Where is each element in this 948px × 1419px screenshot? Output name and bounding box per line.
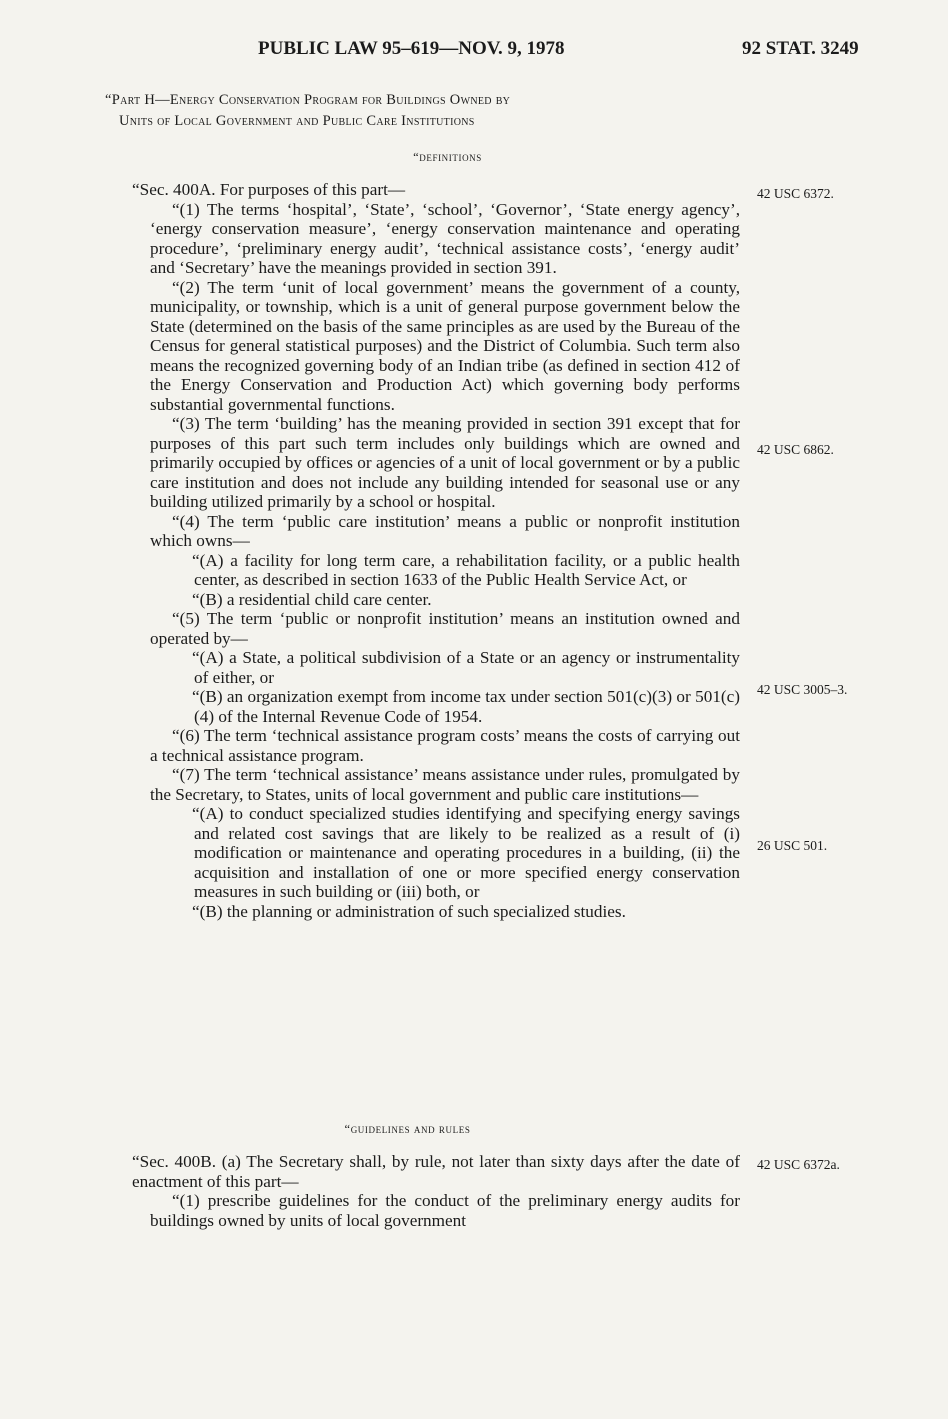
paragraph-4a: “(A) a facility for long term care, a rehabilitation facility, or a public health center, as described in section 1633 of the Public Health Service Act, or	[192, 550, 740, 589]
heading-guidelines: “guidelines and rules	[344, 1122, 471, 1136]
section-400a-intro: “Sec. 400A. For purposes of this part—	[132, 180, 406, 199]
paragraph-8: “(1) prescribe guidelines for the conduct of the preliminary energy audits for buildings owned by units of local government	[150, 1191, 740, 1230]
paragraph-3: “(3) The term ‘building’ has the meaning provided in section 391 except that for purposes of this part such term includes only buildings which are owned and primarily occupied by offices or agencies of a unit of local government or by a public care institution and does not include any building intended for seasonal use or any building utilized primarily by a school or hospital.	[150, 414, 740, 511]
paragraph-4b: “(B) a residential child care center.	[192, 589, 432, 609]
margin-note-2: 42 USC 6862.	[757, 442, 834, 457]
body-text-guidelines	[132, 1152, 740, 1230]
statute-page-number: 92 STAT. 3249	[742, 38, 859, 59]
margin-note-3: 42 USC 3005–3.	[757, 682, 848, 697]
paragraph-5a: “(A) a State, a political subdivision of a State or an agency or instrumentality of either, or	[192, 648, 740, 687]
paragraph-2: “(2) The term ‘unit of local government’ means the government of a county, municipality, or township, which is a unit of general purpose government below the State (determined on the basis of the same principles as are used by the Bureau of the Census for general statistical purposes) and the District of Columbia. Such term also means the recognized governing body of an Indian tribe (as defined in section 412 of the Energy Conservation and Production Act) which governing body performs substantial governmental functions.	[150, 277, 740, 414]
paragraph-4: “(4) The term ‘public care institution’ means a public or nonprofit institution which owns—	[150, 511, 740, 550]
margin-note-4: 26 USC 501.	[757, 838, 828, 853]
running-head: PUBLIC LAW 95–619—NOV. 9, 1978	[258, 38, 565, 59]
paragraph-7: “(7) The term ‘technical assistance’ means assistance under rules, promulgated by the Secretary, to States, units of local government and public care institutions—	[150, 765, 740, 804]
body-text-definitions	[132, 180, 740, 921]
paragraph-7a: “(A) to conduct specialized studies identifying and specifying energy savings and related cost savings that are likely to be realized as a result of (i) modification or maintenance and operating procedures in a building, (ii) the acquisition and installation of one or more specified energy conservation measures in such building or (iii) both, or	[192, 804, 740, 901]
paragraph-5: “(5) The term ‘public or nonprofit institution’ means an institution owned and operated by—	[150, 609, 740, 648]
part-title-line-2: Units of Local Government and Public Care Institutions	[119, 113, 475, 129]
paragraph-7b: “(B) the planning or administration of such specialized studies.	[192, 901, 626, 921]
margin-note-5: 42 USC 6372a.	[757, 1157, 840, 1172]
heading-definitions: “definitions	[413, 150, 482, 164]
margin-note-1: 42 USC 6372.	[757, 186, 834, 201]
paragraph-5b: “(B) an organization exempt from income tax under section 501(c)(3) or 501(c)(4) of the Internal Revenue Code of 1954.	[192, 687, 740, 726]
section-400b-intro: “Sec. 400B. (a) The Secretary shall, by rule, not later than sixty days after the date of enactment of this part—	[132, 1152, 740, 1191]
paragraph-1: “(1) The terms ‘hospital’, ‘State’, ‘school’, ‘Governor’, ‘State energy agency’, ‘energy conservation measure’, ‘energy conservation maintenance and operating procedure’, ‘preliminary energy audit’, ‘technical assistance costs’, ‘energy audit’ and ‘Secretary’ have the meanings provided in section 391.	[150, 199, 740, 277]
paragraph-6: “(6) The term ‘technical assistance program costs’ means the costs of carrying out a technical assistance program.	[150, 726, 740, 765]
part-title-line-1: “Part H—Energy Conservation Program for Buildings Owned by	[105, 92, 511, 108]
part-title	[105, 90, 765, 132]
